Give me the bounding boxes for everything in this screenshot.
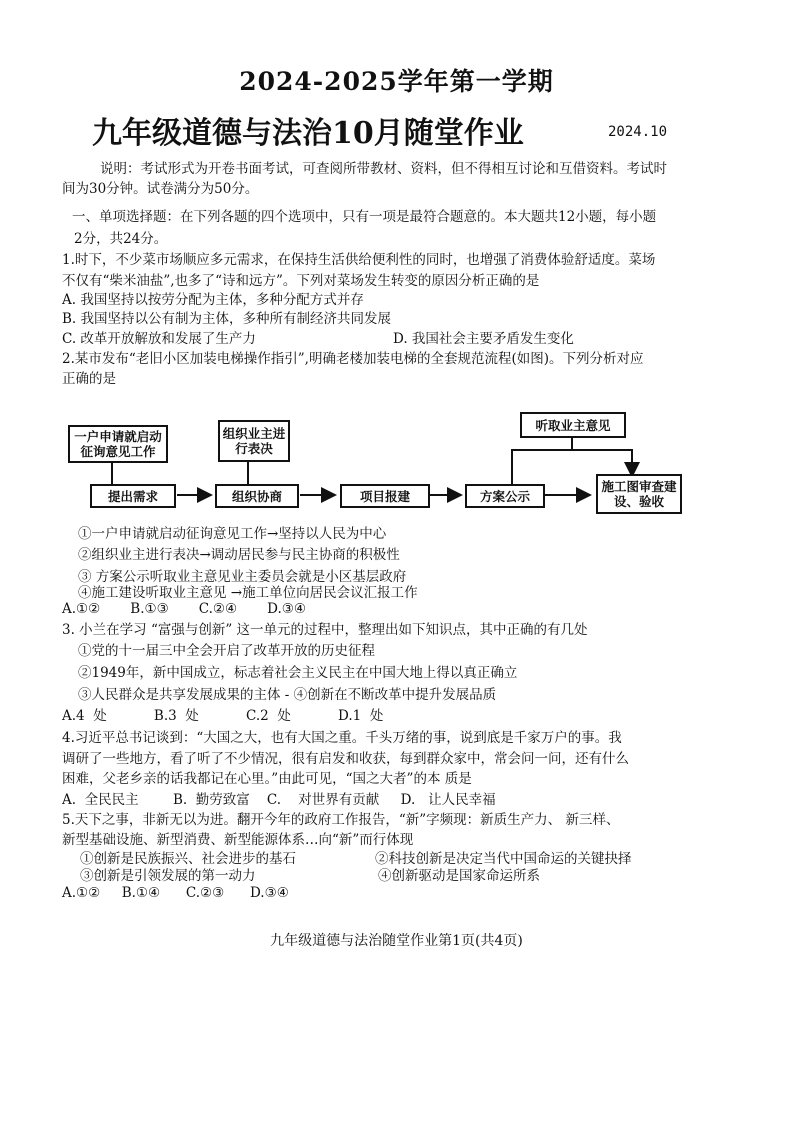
question-stem: 调研了一些地方，看了听了不少情况，很有启发和收获，每到群众家中，常会问一问，还有什么 <box>62 751 629 767</box>
note-box-listen <box>520 412 626 438</box>
page-title: 九年级道德与法治10月随堂作业 <box>92 116 524 151</box>
step-box-publicity <box>465 484 545 508</box>
statement: ①一户申请就启动征询意见工作→坚持以人民为中心 <box>78 526 387 542</box>
step-box-request <box>90 484 176 508</box>
step-box-construction <box>596 474 682 514</box>
exam-date: 2024.10 <box>608 124 668 140</box>
question-stem: 正确的是 <box>62 371 116 387</box>
statement: ③创新是引领发展的第一动力 <box>80 868 256 884</box>
statement: ①党的十一届三中全会开启了改革开放的历史征程 <box>78 643 375 659</box>
statement: ③ 方案公示听取业主意见业主委员会就是小区基层政府 <box>78 569 407 585</box>
statement: ②1949年，新中国成立，标志着社会主义民主在中国大地上得以真正确立 <box>78 665 518 681</box>
answer-options: A.4 处 B.3 处 C.2 处 D.1 处 <box>62 708 384 724</box>
note-box-apply <box>68 425 168 463</box>
statement: ②组织业主进行表决→调动居民参与民主协商的积极性 <box>78 547 400 563</box>
step-label: 施工图审查建设、验收 <box>601 479 677 509</box>
step-label: 项目报建 <box>359 488 410 504</box>
statement: ③人民群众是共享发展成果的主体 - ④创新在不断改革中提升发展品质 <box>78 687 497 703</box>
instructions-line: 说明：考试形式为开卷书面考试，可查阅所带教材、资料，但不得相互讨论和互借资料。考试时 <box>100 161 667 177</box>
option-b: B. 我国坚持以公有制为主体，多种所有制经济共同发展 <box>62 311 392 327</box>
note-box-label: 听取业主意见 <box>535 417 611 433</box>
page-footer: 九年级道德与法治随堂作业第1页(共4页) <box>270 933 523 949</box>
question-stem: 4.习近平总书记谈到：“大国之大，也有大国之重。千头万绪的事，说到底是千家万户的事。我 <box>62 730 622 746</box>
section-heading: 2分，共24分。 <box>74 231 168 247</box>
option-d: D. 我国社会主要矛盾发生变化 <box>393 331 574 347</box>
answer-options: A.①② B.①④ C.②③ D.③④ <box>62 885 289 901</box>
question-stem: 不仅有“柴米油盐”,也多了“诗和远方”。下列对菜场发生转变的原因分析正确的是 <box>62 273 540 289</box>
statement: ①创新是民族振兴、社会进步的基石 <box>80 851 296 867</box>
option-a: A. 我国坚持以按劳分配为主体，多种分配方式并存 <box>62 292 364 308</box>
option-c: C. 改革开放解放和发展了生产力 <box>62 331 256 347</box>
statement: ④创新驱动是国家命运所系 <box>378 868 540 884</box>
question-stem: 3. 小兰在学习 “富强与创新” 这一单元的过程中，整理出如下知识点，其中正确的有几处 <box>62 622 588 638</box>
statement: ②科技创新是决定当代中国命运的关键抉择 <box>375 851 632 867</box>
step-box-consult <box>215 484 299 508</box>
step-label: 提出需求 <box>107 488 158 504</box>
question-stem: 5.天下之事，非新无以为进。翻开今年的政府工作报告，“新”字频现：新质生产力、 新三样、 <box>62 812 620 828</box>
step-box-filing <box>340 484 430 508</box>
question-stem: 新型基础设施、新型消费、新型能源体系…向“新”而行体现 <box>62 832 414 848</box>
note-box-label: 一户申请就启动征询意见工作 <box>74 429 162 459</box>
answer-options: A.①② B.①③ C.②④ D.③④ <box>62 601 306 617</box>
answer-options: A. 全民民主 B. 勤劳致富 C. 对世界有贡献 D. 让人民幸福 <box>62 792 496 808</box>
question-stem: 1.时下，不少菜市场顺应多元需求，在保持生活供给便利性的同时，也增强了消费体验舒适度。菜场 <box>62 252 656 268</box>
step-label: 方案公示 <box>479 488 530 504</box>
note-box-label: 组织业主进行表决 <box>222 426 286 456</box>
instructions-line: 间为30分钟。试卷满分为50分。 <box>62 181 259 197</box>
question-stem: 困难，父老乡亲的话我都记在心里。”由此可见，“国之大者”的本 质是 <box>62 771 472 787</box>
note-box-vote <box>218 420 290 462</box>
section-heading: 一、单项选择题：在下列各题的四个选项中，只有一项是最符合题意的。本大题共12小题，每小题 <box>72 209 657 225</box>
statement: ④施工建设听取业主意见 →施工单位向居民会议汇报工作 <box>78 585 418 601</box>
step-label: 组织协商 <box>231 488 282 504</box>
term-heading: 2024-2025学年第一学期 <box>239 67 554 96</box>
question-stem: 2.某市发布“老旧小区加装电梯操作指引”,明确老楼加装电梯的全套规范流程(如图)。下列分析对应 <box>62 351 644 367</box>
flow-diagram <box>60 408 690 520</box>
